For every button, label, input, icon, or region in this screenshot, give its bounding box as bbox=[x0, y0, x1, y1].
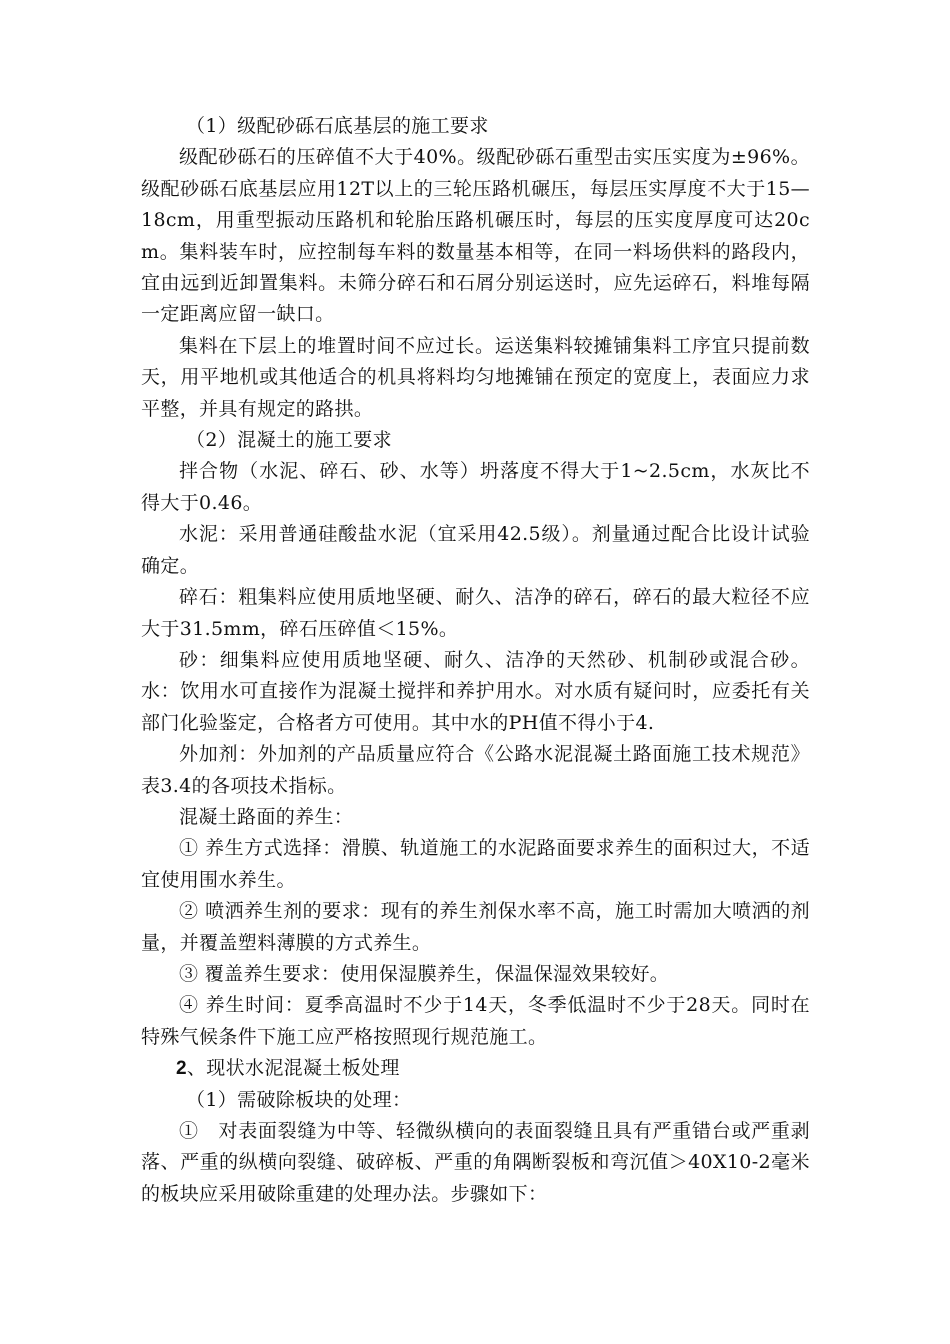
paragraph-sand-water: 砂：细集料应使用质地坚硬、耐久、洁净的天然砂、机制砂或混合砂。水：饮用水可直接作为混凝土搅拌和养护用水。对水质有疑问时，应委托有关部门化验鉴定，合格者方可使用。其中水的PH值不得小于4. bbox=[141, 648, 810, 734]
list-item-curing-agent: ② 喷洒养生剂的要求：现有的养生剂保水率不高，施工时需加大喷洒的剂量，并覆盖塑料薄膜的方式养生。 bbox=[141, 900, 810, 954]
paragraph-gravel-requirements: 级配砂砾石的压碎值不大于40%。级配砂砾石重型击实压实度为±96%。级配砂砾石底基层应用12T以上的三轮压路机碾压，每层压实厚度不大于15—18cm，用重型振动压路机和轮胎压路机碾压时，每层的压实度厚度可达20cm。集料装车时，应控制每车料的数量基本相等，在同一料场供料的路段内，宜由远到近卸置集料。未筛分碎石和石屑分别运送时，应先运碎石，料堆每隔一定距离应留一缺口。 bbox=[141, 146, 810, 326]
list-item-removal-criteria: ① 对表面裂缝为中等、轻微纵横向的表面裂缝且具有严重错台或严重剥落、严重的纵横向裂缝、破碎板、严重的角隅断裂板和弯沉值＞40X10-2毫米的板块应采用破除重建的处理办法。步骤如下： bbox=[141, 1120, 810, 1205]
document-body bbox=[141, 111, 810, 1210]
paragraph-mixture: 拌合物（水泥、碎石、砂、水等）坍落度不得大于1~2.5cm，水灰比不得大于0.46。 bbox=[141, 460, 810, 514]
section-number: 2 bbox=[176, 1058, 187, 1080]
subheading-slab-removal: （1）需破除板块的处理： bbox=[186, 1088, 412, 1111]
paragraph-cement: 水泥：采用普通硅酸盐水泥（宜采用42.5级）。剂量通过配合比设计试验确定。 bbox=[141, 523, 810, 577]
paragraph-crushed-stone: 碎石：粗集料应使用质地坚硬、耐久、洁净的碎石，碎石的最大粒径不应大于31.5mm，碎石压碎值＜15%。 bbox=[141, 586, 810, 640]
paragraph-admixture: 外加剂：外加剂的产品质量应符合《公路水泥混凝土路面施工技术规范》表3.4的各项技术指标。 bbox=[141, 743, 810, 797]
paragraph-aggregate-stockpile: 集料在下层上的堆置时间不应过长。运送集料较摊铺集料工序宜只提前数天，用平地机或其他适合的机具将料均匀地摊铺在预定的宽度上，表面应力求平整，并具有规定的路拱。 bbox=[141, 334, 810, 420]
list-item-curing-method: ① 养生方式选择：滑膜、轨道施工的水泥路面要求养生的面积过大，不适宜使用围水养生。 bbox=[141, 837, 810, 891]
paragraph-curing-title: 混凝土路面的养生： bbox=[179, 805, 354, 828]
section-title: 、现状水泥混凝土板处理 bbox=[186, 1057, 400, 1080]
subheading-gravel-base: （1）级配砂砾石底基层的施工要求 bbox=[186, 115, 489, 137]
section-heading bbox=[141, 1053, 810, 1084]
subheading-concrete: （2）混凝土的施工要求 bbox=[186, 429, 392, 452]
list-item-cover-curing: ③ 覆盖养生要求：使用保湿膜养生，保温保湿效果较好。 bbox=[179, 962, 670, 985]
list-item-curing-time: ④ 养生时间：夏季高温时不少于14天，冬季低温时不少于28天。同时在特殊气候条件下施工应严格按照现行规范施工。 bbox=[141, 994, 810, 1048]
